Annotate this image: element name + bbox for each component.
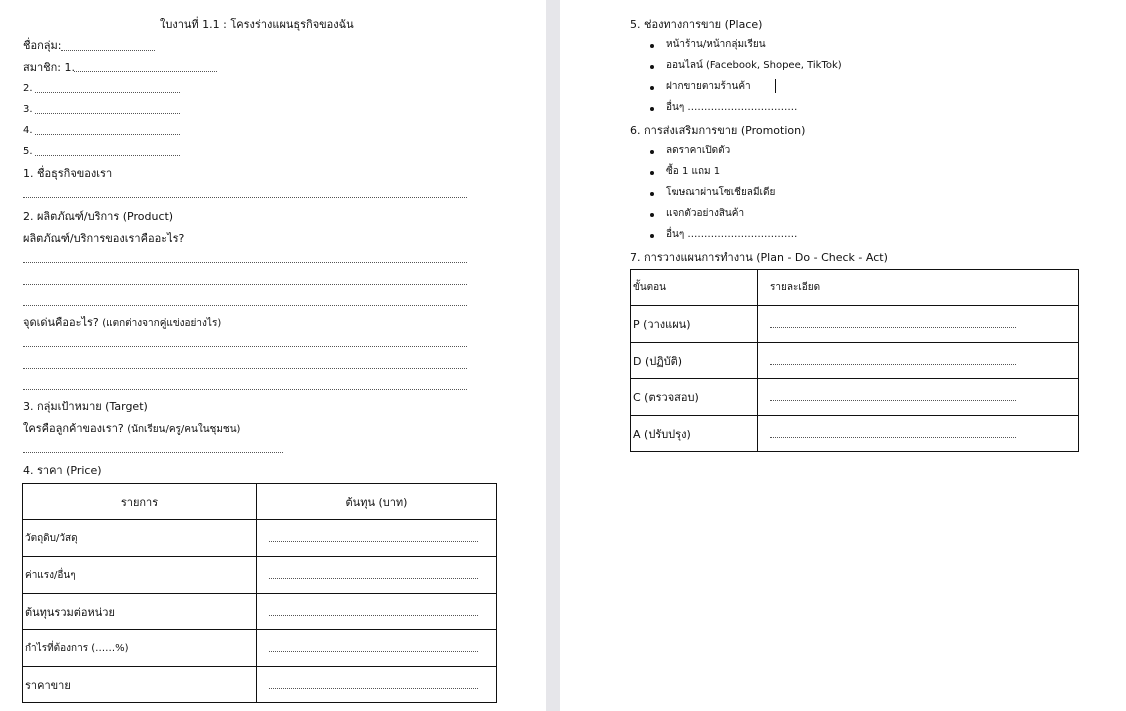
table-row xyxy=(23,594,497,630)
pdca-header-detail: รายละเอียด xyxy=(758,270,1079,306)
price-row-selling-price: ราคาขาย xyxy=(23,667,257,703)
bullet-icon xyxy=(650,65,654,69)
table-row xyxy=(631,379,1079,416)
member-5-blank[interactable] xyxy=(35,155,180,156)
price-row-profit: กำไรที่ต้องการ (……%) xyxy=(23,630,257,667)
text-cursor xyxy=(775,79,776,93)
table-row xyxy=(631,270,1079,306)
worksheet-title: ใบงานที่ 1.1 : โครงร่างแผนธุรกิจของฉัน xyxy=(160,18,354,31)
promotion-item-2: ซื้อ 1 แถม 1 xyxy=(666,166,721,177)
table-row xyxy=(23,520,497,557)
pdca-header-step: ขั้นตอน xyxy=(631,270,758,306)
bullet-icon xyxy=(650,213,654,217)
members-label: สมาชิก: 1. xyxy=(23,61,75,74)
price-cell-labor[interactable] xyxy=(257,557,497,594)
bullet-icon xyxy=(650,171,654,175)
highlight-question: จุดเด่นคืออะไร? (แตกต่างจากคู่แข่งอย่างไร) xyxy=(23,316,222,329)
pdca-cell-check[interactable] xyxy=(758,379,1079,416)
price-table xyxy=(22,483,497,703)
member-3-label: 3. xyxy=(23,104,33,115)
target-question: ใครคือลูกค้าของเรา? (นักเรียน/ครู/คนในชุมชน) xyxy=(23,422,241,435)
section-pdca: 7. การวางแผนการทำงาน (Plan - Do - Check - Act) xyxy=(630,251,888,264)
price-cell-selling-price[interactable] xyxy=(257,667,497,703)
section-target: 3. กลุ่มเป้าหมาย (Target) xyxy=(23,400,148,413)
group-name-label: ชื่อกลุ่ม: xyxy=(23,39,62,52)
section-place: 5. ช่องทางการขาย (Place) xyxy=(630,18,763,31)
product-blank-1[interactable] xyxy=(23,262,467,263)
promotion-item-1: ลดราคาเปิดตัว xyxy=(666,145,731,156)
member-5-label: 5. xyxy=(23,146,33,157)
member-2-blank[interactable] xyxy=(35,92,180,93)
highlight-hint: (แตกต่างจากคู่แข่งอย่างไร) xyxy=(102,318,222,329)
section-product: 2. ผลิตภัณฑ์/บริการ (Product) xyxy=(23,210,174,223)
member-4-label: 4. xyxy=(23,125,33,136)
target-hint: (นักเรียน/ครู/คนในชุมชน) xyxy=(127,424,241,435)
promotion-item-3: โฆษณาผ่านโซเชียลมีเดีย xyxy=(666,187,776,198)
price-header-item: รายการ xyxy=(23,484,257,520)
pdca-row-do: D (ปฏิบัติ) xyxy=(631,343,758,379)
promotion-item-5: อื่นๆ …………………………… xyxy=(666,229,798,240)
member-2-label: 2. xyxy=(23,83,33,94)
highlight-blank-3[interactable] xyxy=(23,389,467,390)
bullet-icon xyxy=(650,44,654,48)
price-cell-profit[interactable] xyxy=(257,630,497,667)
promotion-item-4: แจกตัวอย่างสินค้า xyxy=(666,208,745,219)
product-blank-3[interactable] xyxy=(23,305,467,306)
price-cell-materials[interactable] xyxy=(257,520,497,557)
pdca-row-check: C (ตรวจสอบ) xyxy=(631,379,758,416)
table-row xyxy=(631,416,1079,452)
group-name-blank[interactable] xyxy=(61,50,155,51)
highlight-blank-2[interactable] xyxy=(23,368,467,369)
section-promotion: 6. การส่งเสริมการขาย (Promotion) xyxy=(630,124,806,137)
target-blank[interactable] xyxy=(23,452,283,453)
table-row xyxy=(631,306,1079,343)
bullet-icon xyxy=(650,107,654,111)
section-business-name: 1. ชื่อธุรกิจของเรา xyxy=(23,167,113,180)
highlight-blank-1[interactable] xyxy=(23,346,467,347)
bullet-icon xyxy=(650,150,654,154)
place-item-4: อื่นๆ …………………………… xyxy=(666,102,798,113)
price-cell-total-cost[interactable] xyxy=(257,594,497,630)
section-price: 4. ราคา (Price) xyxy=(23,464,102,477)
table-row xyxy=(23,667,497,703)
price-row-labor: ค่าแรง/อื่นๆ xyxy=(23,557,257,594)
document-page-right xyxy=(560,0,1126,711)
place-item-1: หน้าร้าน/หน้ากลุ่มเรียน xyxy=(666,39,766,50)
table-row xyxy=(23,484,497,520)
pdca-cell-act[interactable] xyxy=(758,416,1079,452)
document-page-left xyxy=(0,0,546,711)
bullet-icon xyxy=(650,86,654,90)
price-row-materials: วัตถุดิบ/วัสดุ xyxy=(23,520,257,557)
place-item-3: ฝากขายตามร้านค้า xyxy=(666,81,751,92)
pdca-cell-plan[interactable] xyxy=(758,306,1079,343)
pdca-row-act: A (ปรับปรุง) xyxy=(631,416,758,452)
table-row xyxy=(23,557,497,594)
business-name-blank[interactable] xyxy=(23,197,467,198)
pdca-cell-do[interactable] xyxy=(758,343,1079,379)
table-row xyxy=(631,343,1079,379)
place-item-2: ออนไลน์ (Facebook, Shopee, TikTok) xyxy=(666,60,842,71)
price-header-cost: ต้นทุน (บาท) xyxy=(257,484,497,520)
product-question: ผลิตภัณฑ์/บริการของเราคืออะไร? xyxy=(23,232,185,245)
pdca-row-plan: P (วางแผน) xyxy=(631,306,758,343)
product-blank-2[interactable] xyxy=(23,284,467,285)
bullet-icon xyxy=(650,234,654,238)
price-row-total-cost: ต้นทุนรวมต่อหน่วย xyxy=(23,594,257,630)
member-4-blank[interactable] xyxy=(35,134,180,135)
pdca-table xyxy=(630,269,1079,452)
table-row xyxy=(23,630,497,667)
member-1-blank[interactable] xyxy=(74,71,217,72)
bullet-icon xyxy=(650,192,654,196)
member-3-blank[interactable] xyxy=(35,113,180,114)
